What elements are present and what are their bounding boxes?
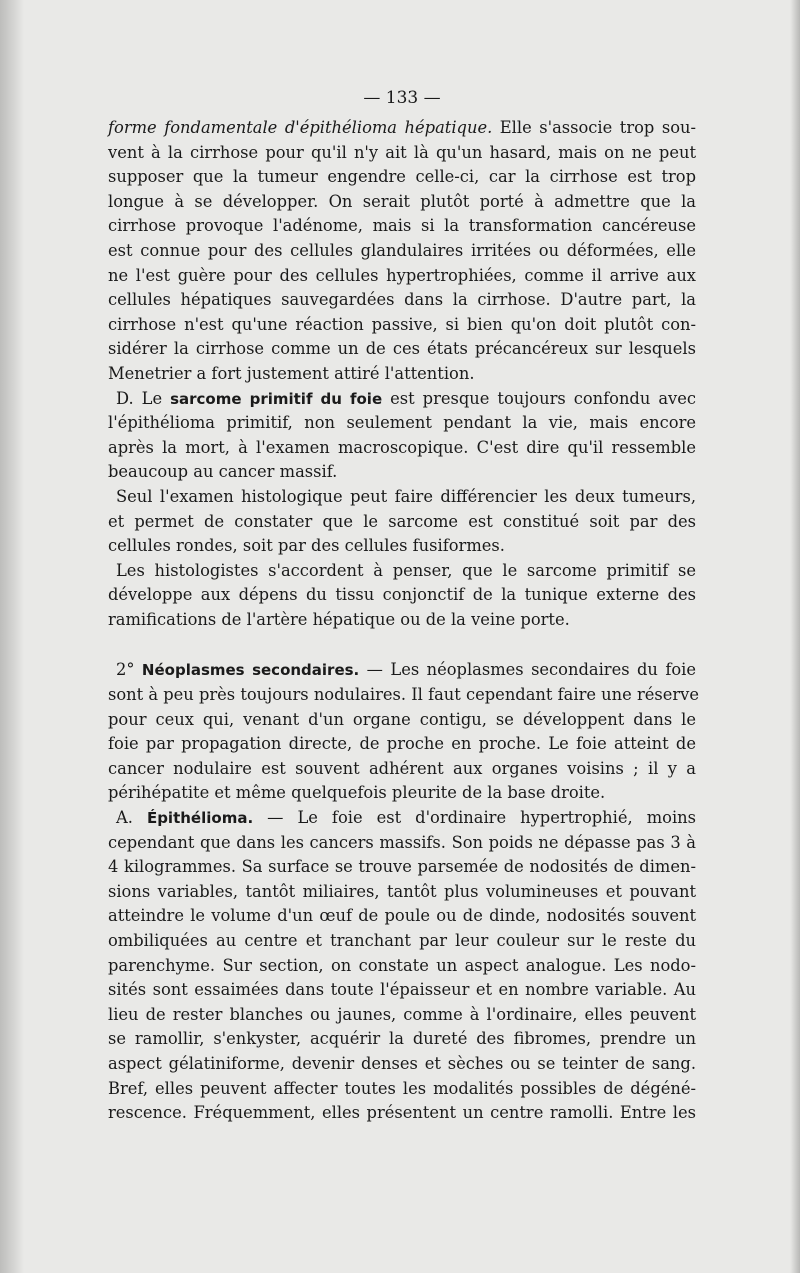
text-span: foie par propagation directe, de proche en proche. Le foie atteint de [108,734,696,754]
text-span: et permet de constater que le sarcome est constitué soit par des [108,511,696,531]
text-span: cirrhose n'est qu'une réaction passive, si bien qu'on doit plutôt con- [108,314,696,334]
text-line [108,165,696,190]
text-span: Bref, elles peuvent affecter toutes les modalités possibles de dégéné- [108,1078,696,1098]
text-line [108,460,696,485]
text-span: sont à peu près toujours nodulaires. Il faut cependant faire une réserve [108,685,699,705]
text-span: vent à la cirrhose pour qu'il n'y ait là qu'un hasard, mais on ne peut [108,142,696,162]
text-line [108,337,696,362]
text-span: Elle s'associe trop sou- [492,118,697,137]
text-line [108,190,696,215]
text-span: aspect gélatiniforme, devenir denses et sèches ou se teinter de sang. [108,1053,696,1073]
text-line [108,436,696,461]
text-span: ne l'est guère pour des cellules hypertrophiées, comme il arrive aux [108,265,696,285]
text-line [108,732,696,757]
text-span: cellules hépatiques sauvegardées dans la cirrhose. D'autre part, la [108,290,696,310]
text-line [108,1003,696,1028]
text-span: Seul l'examen histologique peut faire différencier les deux tumeurs, [116,486,696,506]
text-span: périhépatite et même quelquefois pleurite de la base droite. [108,783,606,803]
text-span: — Les néoplasmes secondaires du foie [359,660,696,680]
text-span: est connue pour des cellules glandulaires irritées ou déformées, elle [108,240,696,260]
text-line [108,683,699,708]
italic-span: forme fondamentale d'épithélioma hépatique. [108,118,493,137]
text-span: 4 kilogrammes. Sa surface se trouve parsemée de nodosités de dimen- [108,857,696,877]
page-right-edge [790,0,800,1273]
text-line [108,658,696,683]
text-span: pour ceux qui, venant d'un organe contigu, se développent dans le [108,709,696,729]
text-line [108,608,696,633]
text-line [108,510,696,535]
text-line [108,387,696,412]
text-span: 2° [116,660,142,680]
text-line [108,141,696,166]
text-line [108,411,696,436]
text-span: cirrhose provoque l'adénome, mais si la transformation cancéreuse [108,216,696,236]
text-line [108,362,696,387]
text-span: cependant que dans les cancers massifs. Son poids ne dépasse pas 3 à [108,832,696,852]
text-line [108,1027,696,1052]
text-span: Menetrier a fort justement attiré l'attention. [108,363,475,383]
text-line [108,880,696,905]
text-line [108,288,696,313]
text-span: après la mort, à l'examen macroscopique. C'est dire qu'il ressemble [108,437,696,457]
text-span: sidérer la cirrhose comme un de ces états précancéreux sur lesquels [108,339,696,359]
text-line [108,239,696,264]
text-line [108,781,696,806]
text-line [108,855,696,880]
text-line [108,757,696,782]
text-line [108,116,696,141]
text-line [108,559,696,584]
text-span: l'épithélioma primitif, non seulement pendant la vie, mais encore [108,413,696,433]
text-span: D. Le [116,388,171,408]
text-span: Les histologistes s'accordent à penser, que le sarcome primitif se [116,560,696,580]
text-span: atteindre le volume d'un œuf de poule ou de dinde, nodosités souvent [108,906,696,926]
text-span: beaucoup au cancer massif. [108,462,338,482]
text-body [108,116,699,1126]
text-span: se ramollir, s'enkyster, acquérir la dureté des fibromes, prendre un [108,1029,696,1049]
text-line [108,954,696,979]
text-line [108,583,696,608]
text-line [108,534,696,559]
bold-heading-span: Épithélioma. [146,809,254,828]
text-span: rescence. Fréquemment, elles présentent un centre ramolli. Entre les [108,1103,696,1123]
paragraph-gap [108,632,696,658]
text-line [108,1077,696,1102]
text-span: ombiliquées au centre et tranchant par leur couleur sur le reste du [108,931,696,950]
text-line [108,1101,696,1126]
text-span: développe aux dépens du tissu conjonctif de la tunique externe des [108,585,696,605]
text-span: parenchyme. Sur section, on constate un aspect analogue. Les nodo- [108,955,696,975]
text-line [108,978,696,1003]
text-span: A. [116,808,147,828]
text-line [108,904,696,929]
text-span: longue à se développer. On serait plutôt porté à admettre que la [108,191,696,211]
text-line [108,806,696,831]
text-span: lieu de rester blanches ou jaunes, comme à l'ordinaire, elles peuvent [108,1004,696,1024]
text-line [108,264,696,289]
bold-heading-span: Néoplasmes secondaires. [141,661,360,680]
book-page [108,86,699,1126]
text-line [108,485,696,510]
text-line [108,708,696,733]
text-line [108,929,696,954]
text-span: — Le foie est d'ordinaire hypertrophié, moins [253,808,696,828]
bold-heading-span: sarcome primitif du foie [170,389,383,408]
text-span: est presque toujours confondu avec [382,388,696,408]
page-left-shadow [0,0,24,1273]
text-span: sités sont essaimées dans toute l'épaisseur et en nombre variable. Au [108,980,696,1000]
text-span: cellules rondes, soit par des cellules fusiformes. [108,536,505,556]
text-span: ramifications de l'artère hépatique ou de la veine porte. [108,609,570,629]
page-number: — 133 — [363,88,441,108]
text-line [108,831,696,856]
text-line [108,1052,696,1077]
text-span: sions variables, tantôt miliaires, tantôt plus volumineuses et pouvant [108,881,696,901]
text-line [108,313,696,338]
text-span: supposer que la tumeur engendre celle-ci, car la cirrhose est trop [108,167,696,187]
text-line [108,214,696,239]
text-span: cancer nodulaire est souvent adhérent aux organes voisins ; il y a [108,758,696,778]
